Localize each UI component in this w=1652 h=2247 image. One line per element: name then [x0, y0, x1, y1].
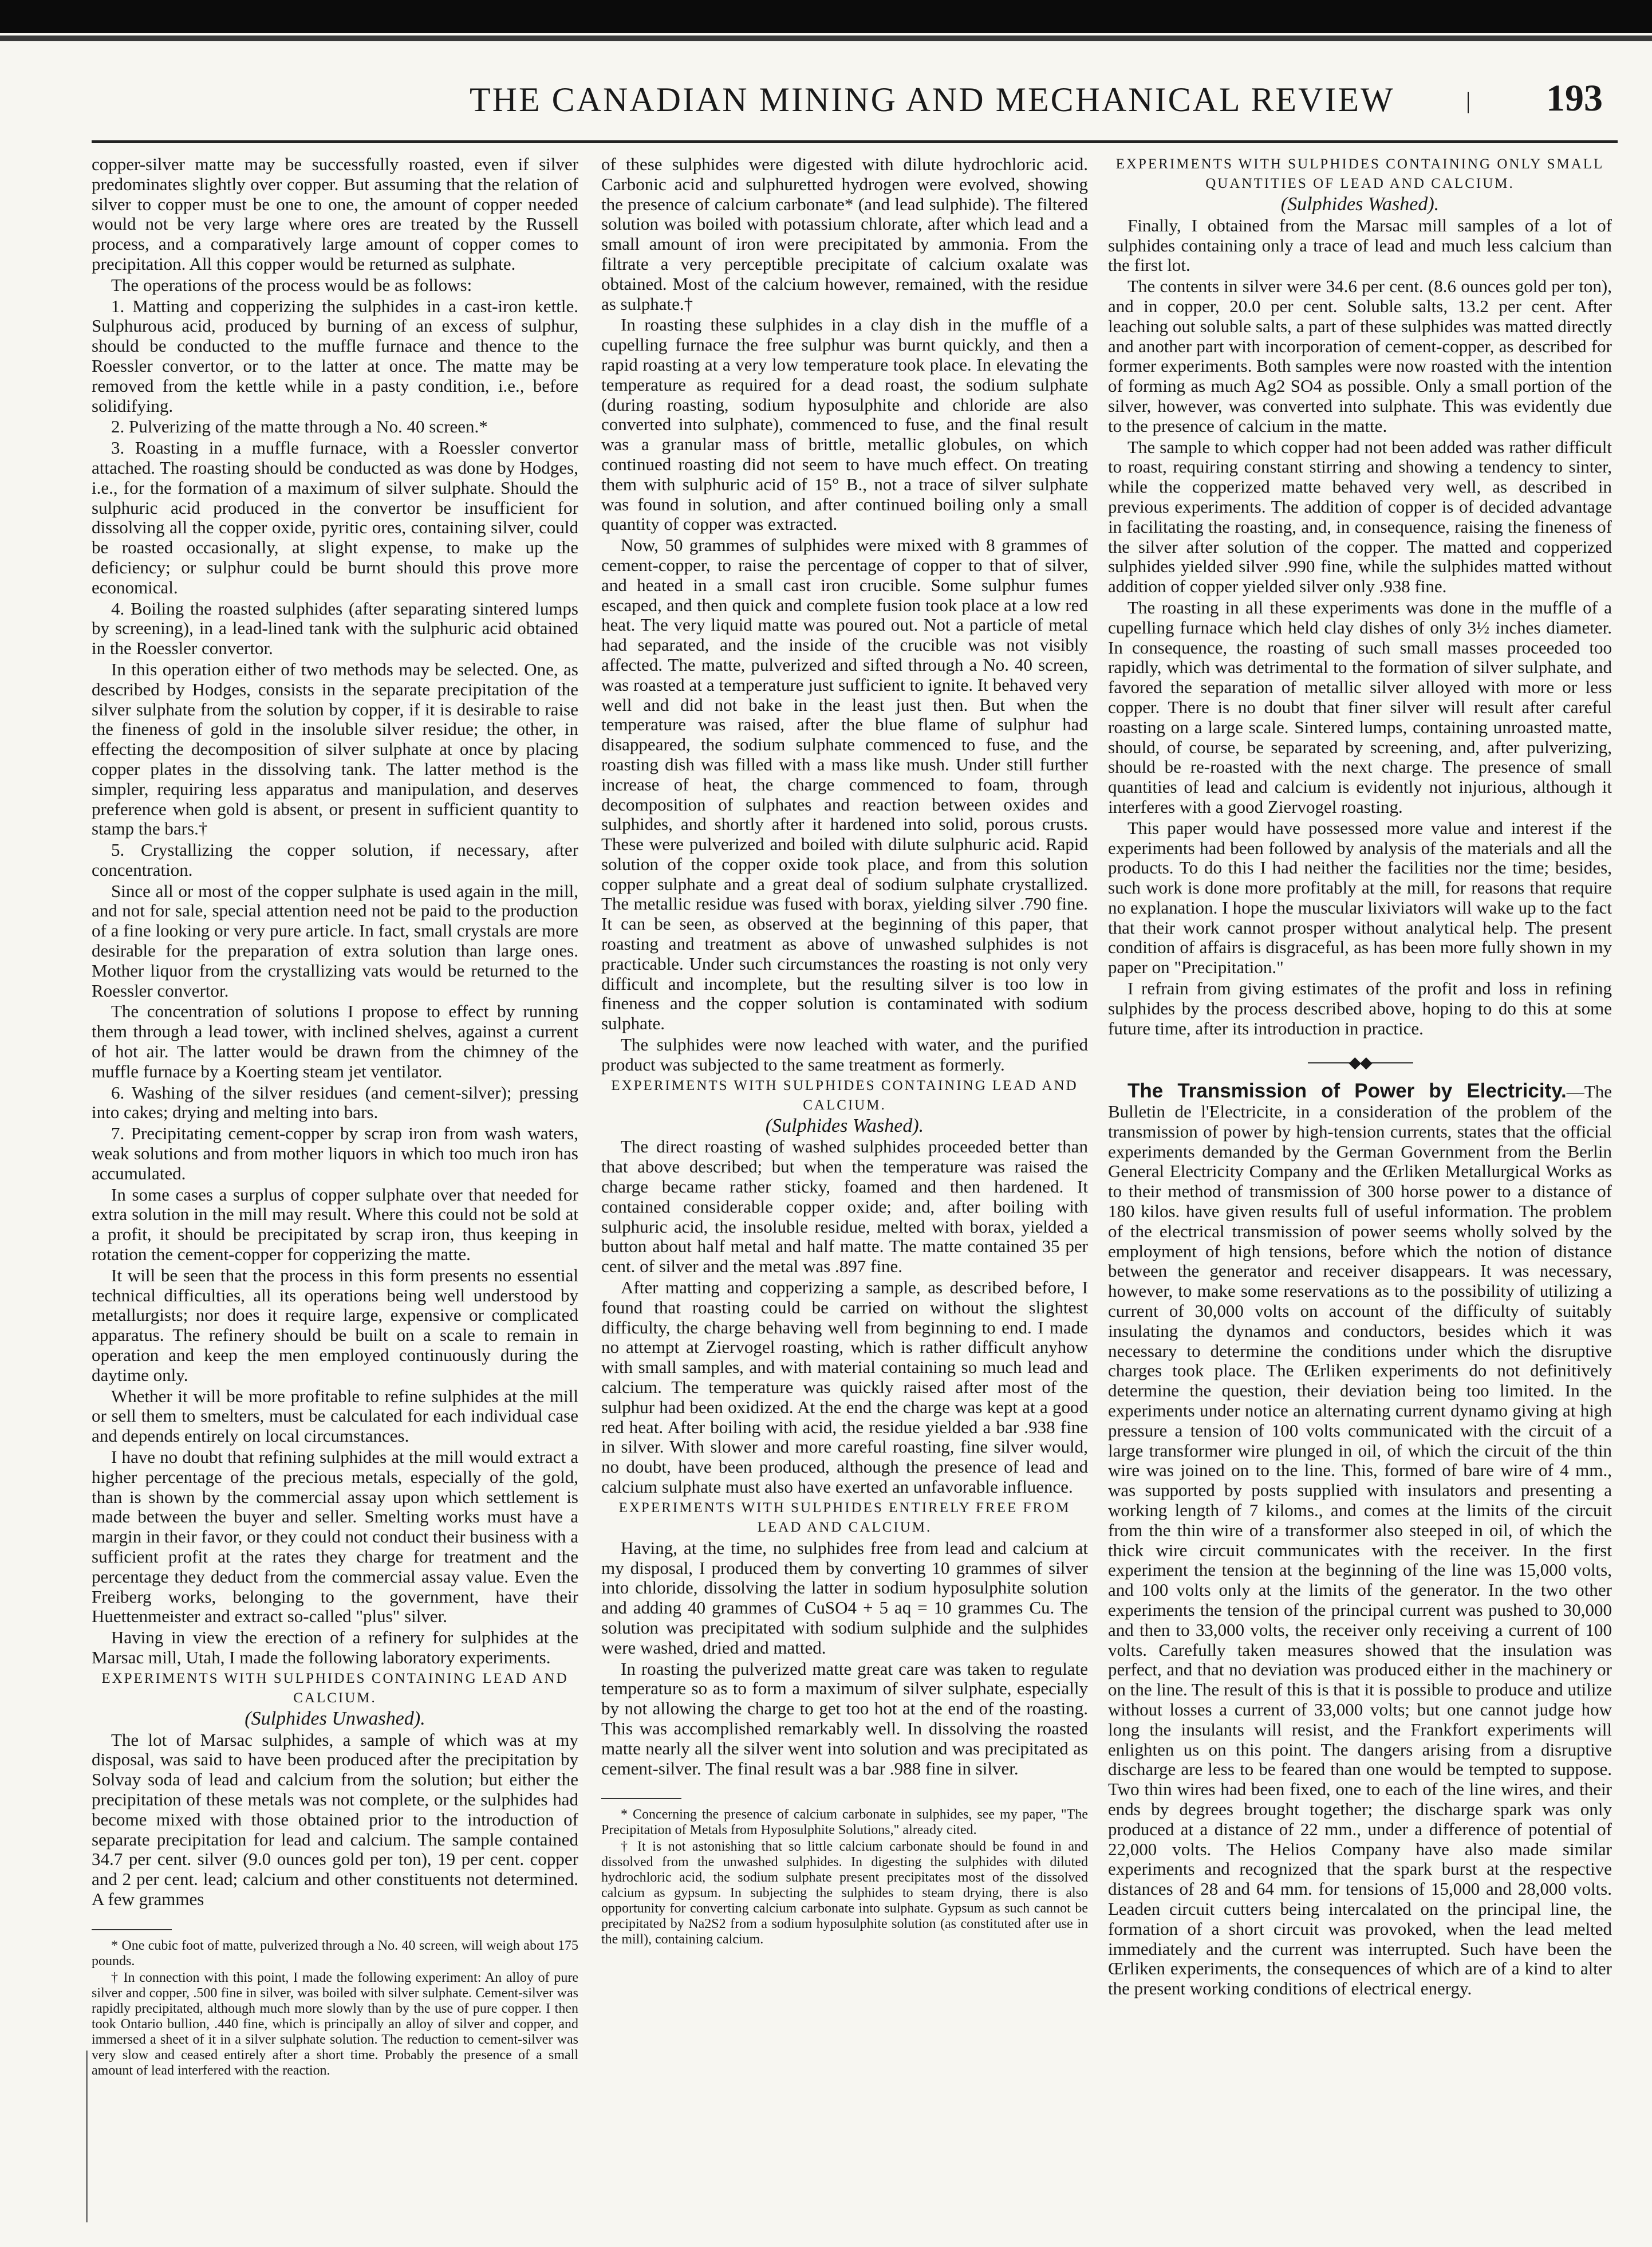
- paragraph: 4. Boiling the roasted sulphides (after separating sintered lumps by screening), in a lead-lined tank with the sulphuric acid obtained in the Roessler convertor.: [92, 598, 578, 659]
- header-rule: [92, 140, 1618, 143]
- section-subheading: (Sulphides Unwashed).: [245, 1707, 425, 1729]
- paragraph: copper-silver matte may be successfully roasted, even if silver predominates slightly over copper. But assuming that the relation of silver to copper must be one to one, the amount of copper needed would not be very large where ores are treated by the Russell process, and a comparatively large amount of copper comes to precipitation. All this copper would be returned as sulphate.: [92, 155, 578, 274]
- article-title: The Transmission of Power by Electricity.: [1127, 1080, 1567, 1103]
- paragraph: 5. Crystallizing the copper solution, if necessary, after concentration.: [92, 840, 578, 880]
- footnote: † In connection with this point, I made the following experiment: An alloy of pure silver and copper, .500 fine in silver, was boiled with silver sulphate. Cement-silver was rapidly precipitated, although much more slowly than by the use of pure copper. I then took Ontario bullion, .440 fine, which is principally an alloy of silver and copper, and immersed a sheet of it in a silver sulphate solution. The reduction to cement-silver was very slow and ceased entirely after a short time. Probably the presence of a small amount of lead interfered with the reaction.: [92, 1970, 578, 2078]
- section-subheading: (Sulphides Washed).: [765, 1115, 924, 1136]
- paragraph: This paper would have possessed more value and interest if the experiments had been followed by analysis of the materials and all the products. To do this I had neither the facilities nor the time; besides, such work is done more profitably at the mill, for reasons that require no explanation. I hope the muscular lixiviators will wake up to the fact that their work cannot prosper without analytical help. The present condition of affairs is disgraceful, as has been more fully shown in my paper on "Precipitation.": [1108, 817, 1612, 978]
- section-subheading: (Sulphides Washed).: [1280, 194, 1440, 215]
- paragraph: 2. Pulverizing of the matte through a No. 40 screen.*: [111, 416, 488, 437]
- footnote: * Concerning the presence of calcium carbonate in sulphides, see my paper, "The Precipitation of Metals from Hyposulphite Solutions," already cited.: [601, 1807, 1088, 1838]
- footnote-rule: [601, 1798, 681, 1799]
- article-paragraph: [1108, 1081, 1612, 1999]
- paragraph: 3. Roasting in a muffle furnace, with a Roessler convertor attached. The roasting should be conducted as was done by Hodges, i.e., for the formation of a maximum of silver sulphate. Should the sulphuric acid produced in the convertor be insufficient for dissolving all the copper oxide, pyritic ores, containing silver, could be roasted occasionally, at slight expense, to make up the deficiency; or sulphur could be burnt should this prove more economical.: [92, 438, 578, 597]
- paragraph: Now, 50 grammes of sulphides were mixed with 8 grammes of cement-copper, to raise the percentage of copper to that of silver, and heated in a small cast iron crucible. Some sulphur fumes escaped, and then quick and complete fusion took place at a low red heat. The very liquid matte was poured out. Not a particle of metal had separated, and the inside of the crucible was not visibly affected. The matte, pulverized and sifted through a No. 40 screen, was roasted at a temperature just sufficient to ignite. It behaved very well and did not bake in the least just then. But when the temperature was raised, after the blue flame of sulphur had disappeared, the sodium sulphate commenced to fuse, and the roasting dish was filled with a mass like mush. Under still further increase of heat, the charge commenced to foam, through decomposition of sulphates and reaction between oxides and sulphides, and shortly after it hardened into solid, porous crusts. These were pulverized and boiled with dilute sulphuric acid. Rapid solution of the copper oxide took place, and from this solution copper sulphate and a great deal of sodium sulphate crystallized. The metallic residue was fused with borax, yielding silver .790 fine. It can be seen, as observed at the beginning of this paper, that roasting and treatment as above of unwashed sulphides is not practicable. Under such circumstances the roasting is not only very difficult and incomplete, but the resulting silver is too low in fineness and the copper solution is contaminated with sodium sulphate.: [601, 535, 1088, 1034]
- footnote: * One cubic foot of matte, pulverized through a No. 40 screen, will weigh about 175 pounds.: [92, 1938, 578, 1969]
- paragraph: In roasting the pulverized matte great care was taken to regulate temperature so as to form a maximum of silver sulphate, especially by not allowing the charge to get too hot at the end of the roasting. This was accomplished remarkably well. In dissolving the roasted matte nearly all the silver went into solution and was precipitated as cement-silver. The final result was a bar .988 fine in silver.: [601, 1658, 1088, 1778]
- column-2: [601, 155, 1088, 2228]
- column-3: [1108, 155, 1612, 2228]
- footnote-rule: [92, 1929, 172, 1930]
- ornamental-separator: ────◆◆────: [1308, 1054, 1412, 1072]
- paragraph: The concentration of solutions I propose to effect by running them through a lead tower, with inclined shelves, against a current of hot air. The latter would be drawn from the chimney of the muffle furnace by a Koerting steam jet ventilator.: [92, 1001, 578, 1081]
- paragraph: The lot of Marsac sulphides, a sample of which was at my disposal, was said to have been produced after the precipitation by Solvay soda of lead and calcium from the solution; but either the precipitation of these metals was not complete, or the sulphides had become mixed with those obtained prior to the introduction of separate precipitation for lead and calcium. The sample contained 34.7 per cent. silver (9.0 ounces gold per ton), 19 per cent. copper and 2 per cent. lead; calcium and other constituents not determined. A few grammes: [92, 1729, 578, 1909]
- paragraph: 7. Precipitating cement-copper by scrap iron from wash waters, weak solutions and from mother liquors in which too much iron has accumulated.: [92, 1123, 578, 1183]
- journal-title: THE CANADIAN MINING AND MECHANICAL REVIEW: [470, 81, 1395, 119]
- paragraph: Whether it will be more profitable to refine sulphides at the mill or sell them to smelters, must be calculated for each individual case and depends entirely on local circumstances.: [92, 1386, 578, 1446]
- paragraph: of these sulphides were digested with dilute hydrochloric acid. Carbonic acid and sulphuretted hydrogen were evolved, showing the presence of calcium carbonate* (and lead sulphide). The filtered solution was boiled with potassium chlorate, after which lead and a small amount of iron were precipitated by ammonia. From the filtrate a very perceptible precipitate of calcium oxalate was obtained. Most of the calcium however, remained, with the residue as sulphate.†: [601, 155, 1088, 314]
- paragraph: 6. Washing of the silver residues (and cement-silver); pressing into cakes; drying and melting into bars.: [92, 1082, 578, 1123]
- paragraph: I refrain from giving estimates of the profit and loss in refining sulphides by the process described above, hoping to do this at some future time, after its introduction in practice.: [1108, 978, 1612, 1038]
- page-header: [92, 74, 1638, 132]
- paragraph: Having, at the time, no sulphides free from lead and calcium at my disposal, I produced them by converting 10 grammes of silver into chloride, dissolving the latter in sodium hyposulphite solution and adding 40 grammes of CuSO4 + 5 aq = 10 grammes Cu. The solution was precipitated with sodium sulphide and the sulphides were washed, dried and matted.: [601, 1537, 1088, 1658]
- paragraph: Having in view the erection of a refinery for sulphides at the Marsac mill, Utah, I made the following laboratory experiments.: [92, 1627, 578, 1667]
- paragraph: Since all or most of the copper sulphate is used again in the mill, and not for sale, special attention need not be paid to the production of a fine looking or very pure article. In fact, small crystals are more desirable for the preparation of extra solution than large ones. Mother liquor from the crystallizing vats would be returned to the Roessler convertor.: [92, 880, 578, 1001]
- paragraph: After matting and copperizing a sample, as described before, I found that roasting could be carried on without the slightest difficulty, the charge behaving well from beginning to end. I made no attempt at Ziervogel roasting, which is rather difficult anyhow with small samples, and with material containing so much lead and calcium. The temperature was quickly raised after most of the sulphur had been oxidized. At the end the charge was kept at a good red heat. After boiling with acid, the residue yielded a bar .938 fine in silver. With slower and more careful roasting, fine silver would, no doubt, have been produced, although the presence of lead and calcium sulphate must also have exerted an unfavorable influence.: [601, 1277, 1088, 1497]
- section-heading: EXPERIMENTS WITH SULPHIDES CONTAINING ONLY SMALL QUANTITIES OF LEAD AND CALCIUM.: [1115, 156, 1604, 191]
- paragraph: The roasting in all these experiments was done in the muffle of a cupelling furnace which held clay dishes of only 3½ inches diameter. In consequence, the roasting of such small masses proceeded too rapidly, which was detrimental to the formation of silver sulphate, and favored the separation of metallic silver alloyed with more or less copper. There is no doubt that finer silver will result after careful roasting on a large scale. Sintered lumps, containing unroasted matte, should, of course, be separated by screening, and, after pulverizing, should be re-roasted with the next charge. The presence of small quantities of lead and calcium is evidently not injurious, although it interferes with a good Ziervogel roasting.: [1108, 597, 1612, 817]
- paragraph: It will be seen that the process in this form presents no essential technical difficulties, all its operations being well understood by metallurgists; nor does it require large, expensive or complicated apparatus. The refinery should be built on a scale to remain in operation and keep the men employed continuously during the daytime only.: [92, 1265, 578, 1385]
- section-heading: EXPERIMENTS WITH SULPHIDES CONTAINING LEAD AND CALCIUM.: [101, 1670, 569, 1706]
- paragraph: In roasting these sulphides in a clay dish in the muffle of a cupelling furnace the free sulphur was burnt quickly, and then a rapid roasting at a very low temperature took place. In elevating the temperature as required for a dead roast, the sodium sulphate (during roasting, sodium hyposulphite and chloride are also converted into sulphate), commenced to fuse, and the final result was a granular mass of brittle, metallic globules, on which continued roasting did not seem to have much effect. On treating them with sulphuric acid of 15° B., not a trace of silver sulphate was found in solution, and after continued boiling only a small quantity of copper was extracted.: [601, 314, 1088, 534]
- paragraph: The sample to which copper had not been added was rather difficult to roast, requiring constant stirring and showing a tendency to sinter, while the copperized matte behaved very well, as described in previous experiments. The addition of copper is of decided advantage in facilitating the roasting, and, in consequence, raising the fineness of the silver after solution of the copper. The matted and copperized sulphides yielded silver .990 fine, while the sulphides matted without addition of copper yielded silver only .938 fine.: [1108, 436, 1612, 597]
- margin-line: [86, 2051, 88, 2222]
- top-black-border: [0, 0, 1652, 33]
- paragraph: In this operation either of two methods may be selected. One, as described by Hodges, consists in the separate precipitation of the silver sulphate from the solution by copper, if it is desirable to raise the fineness of gold in the insoluble silver residue; the other, in effecting the decomposition of silver sulphate at once by placing copper plates in the dissolving tank. The latter method is the simpler, requiring less apparatus and manipulation, and deserves preference when gold is absent, or present in sufficient quantity to stamp the bars.†: [92, 659, 578, 839]
- footnote: † It is not astonishing that so little calcium carbonate should be found in and dissolved from the unwashed sulphides. In digesting the sulphides with diluted hydrochloric acid, the sodium sulphate present precipitates most of the dissolved calcium as gypsum. In subjecting the sulphides to steam drying, there is also opportunity for converting calcium carbonate into sulphate. Gypsum as such cannot be precipitated by Na2S2 from a sodium hyposulphite solution (as constituted after use in the mill), containing calcium.: [601, 1839, 1088, 1947]
- top-thin-border: [0, 36, 1652, 41]
- paragraph: The contents in silver were 34.6 per cent. (8.6 ounces gold per ton), and in copper, 20.0 per cent. Soluble salts, 13.2 per cent. After leaching out soluble salts, a part of these sulphides was matted directly and another part with incorporation of cement-copper, as described for former experiments. Both samples were now roasted with the intention of forming as much Ag2 SO4 as possible. Only a small portion of the silver, however, was converted into sulphate. This was evidently due to the presence of calcium in the matte.: [1108, 276, 1612, 436]
- column-1: [92, 155, 578, 2228]
- paragraph: Finally, I obtained from the Marsac mill samples of a lot of sulphides containing only a trace of lead and much less calcium than the first lot.: [1108, 215, 1612, 276]
- section-heading: EXPERIMENTS WITH SULPHIDES ENTIRELY FREE FROM LEAD AND CALCIUM.: [618, 1500, 1071, 1535]
- header-mark: |: [1466, 88, 1471, 113]
- paragraph: The operations of the process would be as follows:: [111, 274, 472, 295]
- paragraph: The sulphides were now leached with water, and the purified product was subjected to the same treatment as formerly.: [601, 1034, 1088, 1075]
- article-body: —The Bulletin de l'Electricite, in a consideration of the problem of the transmission of power by high-tension currents, states that the official experiments demanded by the German Government from the Berlin General Electricity Company and the Œrliken Metallurgical Works as to their method of transmission of 300 horse power to a distance of 180 kilos. have given results full of useful information. The problem of the electrical transmission of power seems wholly solved by the employment of high tensions, before which the notion of distance between the generator and receiver disappears. It was necessary, however, to make some reservations as to the possibility of utilizing a current of 30,000 volts on account of the difficulty of suitably insulating the dynamos and conductors, besides which it was necessary to determine the conditions under which the disruptive charges took place. The Œrliken experiments do not definitively determine the question, their deviation being too limited. In the experiments under notice an alternating current dynamo giving at high pressure a tension of 100 volts communicated with the circuit of a large transformer wire plunged in oil, of which the circuit of the thin wire was joined on to the line. This, formed of bare wire of 4 mm., was supported by posts supplied with insulators and presenting a working length of 7 kiloms., and comes at the limits of the circuit from the thin wire of a transformer also steeped in oil, of which the thick wire circuit communicates with the receiver. In the first experiment the tension at the beginning of the line was 15,000 volts, and 100 volts only at the limits of the generator. In the two other experiments the tension of the principal current was pushed to 30,000 and then to 33,000 volts, the receiver only receiving a current of 100 volts. Carefully taken measures showed that the insulation was perfect, and that no deviation was produced either in the machinery or on the line. The result of this is that it is possible to produce and utilize without losses a current of 33,000 volts; but one cannot judge how long the insulants will resist, and the Frankfort experiments will enlighten us on this point. The dangers arising from a disruptive discharge are less to be feared than one would be tempted to suppose. Two thin wires had been fixed, one to each of the line wires, and their ends by degrees brought together; the discharge spark was only produced at a distance of 22 mm., under a difference of potential of 22,000 volts. The Helios Company have also made similar experiments and recognized that the spark burst at the respective distances of 28 and 64 mm. for tensions of 15,000 and 28,000 volts. Leaden circuit cutters being intercalated on the principal line, the formation of a short circuit was provoked, when the lead melted immediately and the current was interrupted. Such have been the Œrliken experiments, the consequences of which are of a kind to alter the present working conditions of electrical energy.: [1108, 1081, 1612, 1999]
- paragraph: I have no doubt that refining sulphides at the mill would extract a higher percentage of the precious metals, especially of the gold, than is shown by the commercial assay upon which settlement is made between the buyer and seller. Smelting works must have a margin in their favor, or they could not conduct their business with a sufficient profit at the rates they charge for treatment and the percentage they deduct from the commercial assay value. Even the Freiberg works, belonging to the government, have their Huettenmeister and extract so-called "plus" silver.: [92, 1447, 578, 1627]
- paragraph: In some cases a surplus of copper sulphate over that needed for extra solution in the mill may result. Where this could not be sold at a profit, it should be precipitated by scrap iron, thus keeping in rotation the cement-copper for copperizing the matte.: [92, 1184, 578, 1265]
- section-heading: EXPERIMENTS WITH SULPHIDES CONTAINING LEAD AND CALCIUM.: [611, 1077, 1078, 1113]
- page-number: 193: [1546, 77, 1603, 119]
- paragraph: 1. Matting and copperizing the sulphides in a cast-iron kettle. Sulphurous acid, produced by burning of an excess of sulphur, should be conducted to the muffle furnace and thence to the Roessler convertor, or to the latter at once. The matte may be removed from the kettle while in a pasty condition, i.e., before solidifying.: [92, 296, 578, 416]
- paragraph: The direct roasting of washed sulphides proceeded better than that above described; but when the temperature was raised the charge became rather sticky, foamed and then hardened. It contained considerable copper oxide; and, after boiling with sulphuric acid, the insoluble residue, melted with borax, yielded a button about half metal and half matte. The matte contained 35 per cent. of silver and the metal was .897 fine.: [601, 1136, 1088, 1277]
